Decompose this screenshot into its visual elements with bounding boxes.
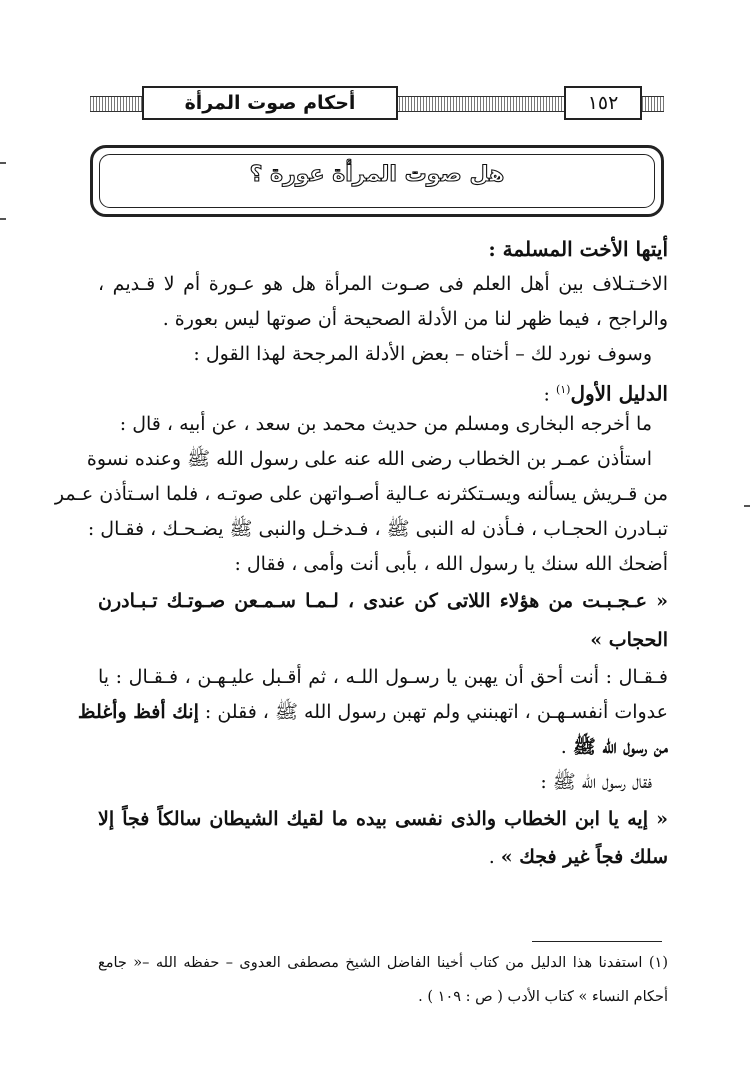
running-header bbox=[90, 86, 664, 122]
text-line: تبـادرن الحجـاب ، فـأذن له النبى ﷺ ، فـدخـل والنبى ﷺ يضـحـك ، فقـال : bbox=[87, 518, 668, 540]
hadith-quote-line: « عـجـبـت من هؤلاء اللاتى كن عندى ، لـمـا سـمـعن صـوتـك تـبـادرن bbox=[98, 590, 668, 612]
text-line bbox=[77, 695, 668, 730]
text-line: من قـريش يسألنه ويسـتكثرنه عـالية أصـواتهن على صوتـه ، فلما اسـتأذن عـمر bbox=[54, 483, 668, 505]
text-segment: عدوات أنفسـهـن ، اتهبنني ولم تهبن رسول الله ﷺ ، فقلن : bbox=[198, 701, 668, 723]
chapter-title-frame bbox=[90, 145, 664, 217]
text-segment: . bbox=[560, 736, 573, 758]
text-line: وسوف نورد لك – أختاه – بعض الأدلة المرجحة لهذا القول : bbox=[193, 343, 652, 365]
scan-mark bbox=[744, 505, 750, 507]
footnote-line: (١) استفدنا هذا الدليل من كتاب أخينا الفاضل الشيخ مصطفى العدوى – حفظه الله –« جامع bbox=[98, 955, 668, 971]
bold-segment: سلك فجاً غير فجك » bbox=[500, 846, 668, 868]
scan-mark bbox=[0, 218, 6, 220]
chapter-title: هل صوت المرأة عورة ؟ bbox=[249, 162, 505, 187]
evidence-heading bbox=[98, 372, 668, 407]
bold-segment: إنك أفظ وأغلظ bbox=[77, 701, 199, 723]
hadith-quote-line: الحجاب » bbox=[590, 629, 668, 651]
footnote-separator bbox=[532, 941, 662, 942]
text-line bbox=[98, 730, 668, 765]
hadith-quote-line: « إيه يا ابن الخطاب والذى نفسى بيده ما لقيك الشيطان سالكاً فجاً إلا bbox=[98, 808, 668, 830]
evidence-heading-text: الدليل الأول bbox=[570, 381, 668, 406]
text-line: استأذن عمـر بن الخطاب رضى الله عنه على رسول الله ﷺ وعنده نسوة bbox=[86, 448, 652, 470]
text-line: فـقـال : أنت أحق أن يهبن يا رسـول اللـه ، ثم أقـبل عليـهـن ، فـقـال : يا bbox=[98, 666, 668, 688]
running-title: أحكام صوت المرأة bbox=[142, 86, 398, 120]
address-heading: أيتها الأخت المسلمة : bbox=[488, 237, 668, 261]
scan-mark bbox=[0, 162, 6, 164]
hadith-quote-line bbox=[98, 838, 668, 876]
evidence-heading-colon: : bbox=[543, 383, 556, 406]
footnote-ref: (١) bbox=[555, 383, 571, 396]
page-number: ١٥٢ bbox=[564, 86, 642, 120]
text-segment: . bbox=[488, 846, 501, 868]
footnote bbox=[98, 946, 668, 1014]
text-line: الاخـتـلاف بين أهل العلم فى صـوت المرأة هل هو عـورة أم لا قـديم ، bbox=[98, 273, 668, 295]
text-line: والراجح ، فيما ظهر لنا من الأدلة الصحيحة أن صوتها ليس بعورة . bbox=[162, 308, 668, 330]
main-text bbox=[54, 232, 668, 876]
bold-segment: من رسول الله ﷺ bbox=[572, 736, 668, 758]
text-line: ما أخرجه البخارى ومسلم من حديث محمد بن سعد ، عن أبيه ، قال : bbox=[119, 413, 652, 435]
text-line: أضحك الله سنك يا رسول الله ، بأبى أنت وأمى ، فقال : bbox=[234, 553, 668, 575]
footnote-line: أحكام النساء » كتاب الأدب ( ص : ١٠٩ ) . bbox=[418, 989, 668, 1005]
text-line: فقال رسول الله ﷺ : bbox=[540, 771, 652, 793]
